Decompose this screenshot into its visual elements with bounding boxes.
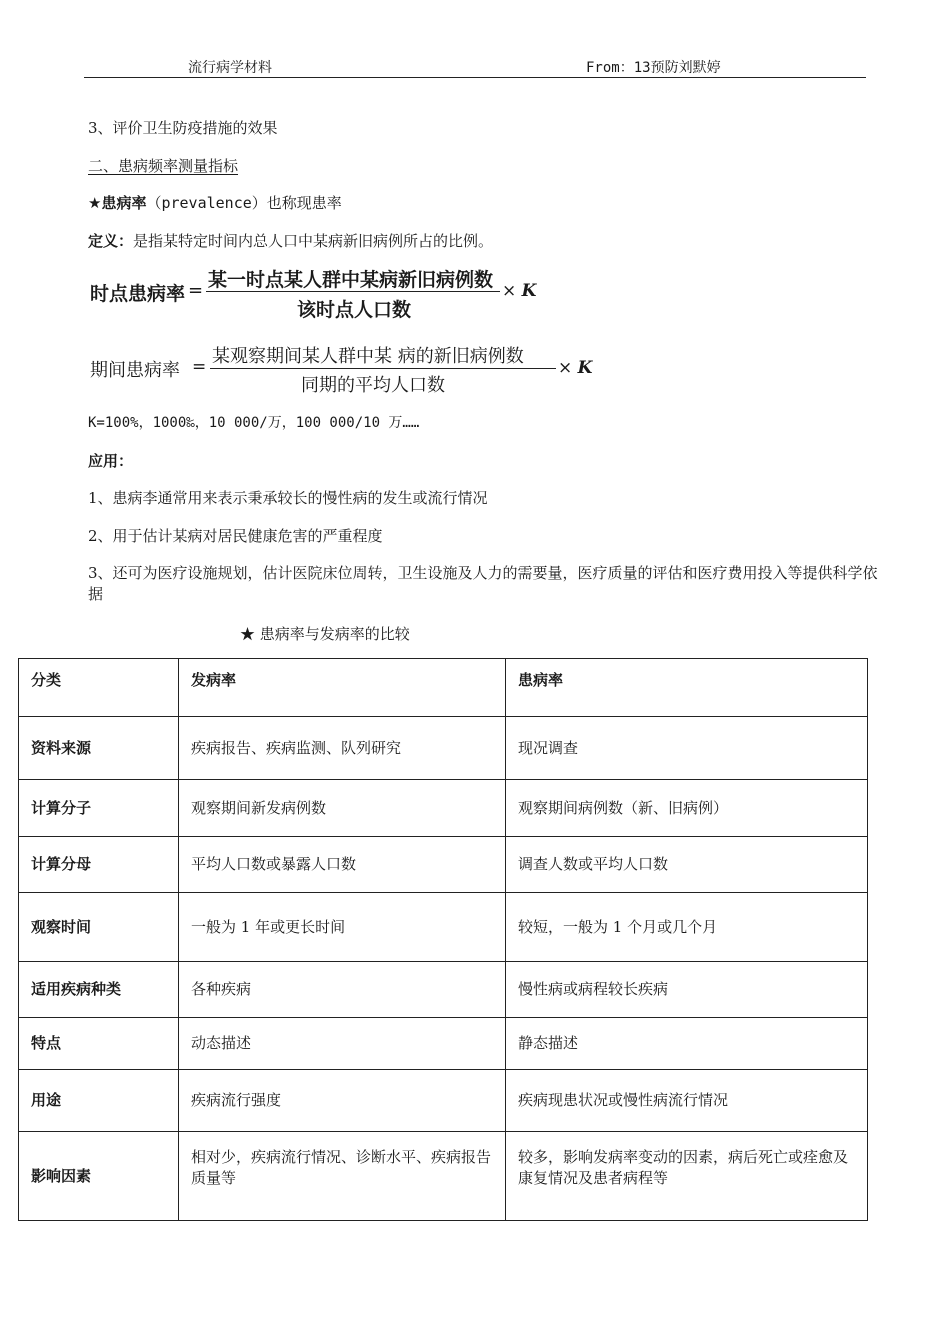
row-label: 计算分子 [19, 780, 179, 837]
k-values: K=100%，1000‰，10 000/万，100 000/10 万…… [88, 415, 420, 431]
definition [88, 230, 493, 251]
table-header-row [19, 659, 868, 717]
formula2-label: 期间患病率 [90, 360, 180, 381]
row-label: 特点 [19, 1018, 179, 1070]
table-row [19, 1132, 868, 1221]
formula2-fraction-bar [210, 368, 556, 369]
row-label: 适用疾病种类 [19, 962, 179, 1018]
definition-label: 定义： [88, 232, 134, 250]
formula1-numerator: 某一时点某人群中某病新旧病例数 [208, 269, 494, 291]
formula2-times: × [558, 358, 573, 378]
header-category: 分类 [19, 659, 179, 717]
header-right-author: From：13预防刘默婷 [586, 60, 721, 76]
row-label: 观察时间 [19, 893, 179, 962]
incidence-cell: 平均人口数或暴露人口数 [179, 837, 506, 893]
prevalence-cell: 现况调查 [506, 717, 868, 780]
table-row [19, 1018, 868, 1070]
comparison-table [18, 658, 868, 1221]
formula2-numerator: 某观察期间某人群中某 病的新旧病例数 [212, 346, 524, 367]
incidence-cell: 相对少，疾病流行情况、诊断水平、疾病报告质量等 [179, 1132, 506, 1221]
formula1-label: 时点患病率 [90, 283, 186, 305]
incidence-cell: 疾病流行强度 [179, 1070, 506, 1132]
prevalence-cell: 静态描述 [506, 1018, 868, 1070]
definition-text: 是指某特定时间内总人口中某病新旧病例所占的比例。 [133, 232, 494, 250]
row-label: 计算分母 [19, 837, 179, 893]
table-row [19, 962, 868, 1018]
incidence-cell: 一般为 1 年或更长时间 [179, 893, 506, 962]
formula1-denominator: 该时点人口数 [297, 299, 412, 321]
section-2-heading: 二、患病频率测量指标 [88, 157, 239, 175]
incidence-cell: 观察期间新发病例数 [179, 780, 506, 837]
table-row [19, 780, 868, 837]
prevalence-title [88, 192, 342, 213]
application-1: 1、患病李通常用来表示秉承较长的慢性病的发生或流行情况 [88, 489, 488, 507]
table-row [19, 893, 868, 962]
application-2: 2、用于估计某病对居民健康危害的严重程度 [88, 527, 383, 545]
prevalence-title-main: ★患病率 [88, 194, 147, 212]
item-3-text: 3、评价卫生防疫措施的效果 [88, 119, 278, 137]
table-row [19, 837, 868, 893]
row-label: 资料来源 [19, 717, 179, 780]
table-row [19, 717, 868, 780]
prevalence-cell: 观察期间病例数（新、旧病例） [506, 780, 868, 837]
table-caption: ★ 患病率与发病率的比较 [240, 625, 410, 643]
prevalence-cell: 疾病现患状况或慢性病流行情况 [506, 1070, 868, 1132]
formula2-equals: = [192, 357, 207, 377]
application-3: 3、还可为医疗设施规划，估计医院床位周转，卫生设施及人力的需要量，医疗质量的评估和医疗费用投入等提供科学依据 [88, 564, 878, 603]
row-label: 用途 [19, 1070, 179, 1132]
incidence-cell: 各种疾病 [179, 962, 506, 1018]
table-row [19, 1070, 868, 1132]
formula1-equals: = [188, 280, 204, 301]
header-left-title: 流行病学材料 [188, 60, 272, 76]
header-prevalence: 患病率 [506, 659, 868, 717]
header-incidence: 发病率 [179, 659, 506, 717]
formula2-denominator: 同期的平均人口数 [301, 375, 445, 396]
row-label: 影响因素 [19, 1132, 179, 1221]
incidence-cell: 疾病报告、疾病监测、队列研究 [179, 717, 506, 780]
prevalence-title-en: （prevalence） [146, 194, 267, 212]
prevalence-cell: 慢性病或病程较长疾病 [506, 962, 868, 1018]
incidence-cell: 动态描述 [179, 1018, 506, 1070]
application-label: 应用： [88, 452, 134, 470]
formula1-multiplier [502, 281, 536, 301]
prevalence-cell: 较多，影响发病率变动的因素，病后死亡或痊愈及康复情况及患者病程等 [506, 1132, 868, 1221]
formula1-times: × [502, 281, 517, 301]
formula2-multiplier [558, 358, 592, 378]
header-divider [84, 77, 866, 78]
prevalence-cell: 调查人数或平均人口数 [506, 837, 868, 893]
prevalence-cell: 较短，一般为 1 个月或几个月 [506, 893, 868, 962]
formula1-k: K [521, 281, 537, 301]
formula2-k: K [577, 358, 593, 378]
prevalence-title-tail: 也称现患率 [266, 194, 342, 212]
formula1-fraction-bar [206, 291, 500, 292]
